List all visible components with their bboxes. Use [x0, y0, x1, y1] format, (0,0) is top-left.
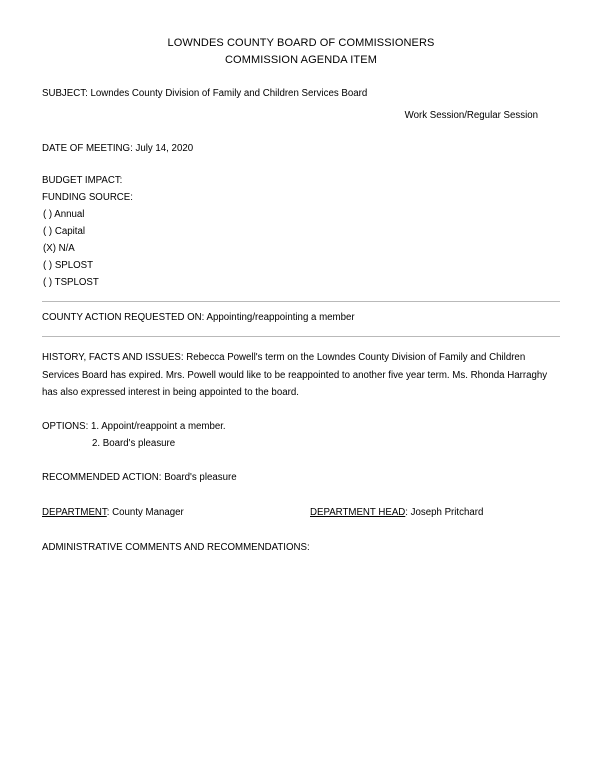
department-head-field	[310, 504, 560, 521]
recommended-action-value: Board's pleasure	[161, 471, 237, 483]
meeting-date-label: DATE OF MEETING:	[42, 143, 133, 154]
subject-value: Lowndes County Division of Family and Children Services Board	[87, 88, 368, 99]
department-row	[42, 504, 560, 521]
admin-comments-label: ADMINISTRATIVE COMMENTS AND RECOMMENDATIONS:	[42, 541, 310, 553]
recommended-action-label: RECOMMENDED ACTION:	[42, 471, 162, 483]
budget-section	[42, 173, 560, 291]
history-label: HISTORY, FACTS AND ISSUES:	[42, 352, 184, 363]
options-row	[42, 418, 560, 436]
county-action-row	[42, 309, 560, 326]
funding-option-annual[interactable]: ( ) Annual	[43, 209, 85, 220]
options-item-2: 2. Board's pleasure	[92, 438, 176, 449]
document-header	[42, 35, 560, 69]
subject-section	[42, 85, 560, 124]
department-label: DEPARTMENT	[42, 506, 107, 518]
department-head-value: : Joseph Pritchard	[405, 506, 484, 518]
funding-source-label: FUNDING SOURCE:	[42, 191, 133, 203]
county-action-value: Appointing/reappointing a member	[204, 312, 355, 323]
header-line-1: LOWNDES COUNTY BOARD OF COMMISSIONERS	[167, 37, 435, 49]
recommended-action-row	[42, 469, 560, 486]
history-value: Rebecca Powell's term on the Lowndes County Division of Family and Children Services Board has expired. Mrs. Powell would like to be reappointed to another five year term. Ms. Rhonda Harraghy has also expressed interest in being appointed to the board.	[42, 352, 548, 398]
meeting-date-row	[42, 140, 560, 157]
options-item-1: 1. Appoint/reappoint a member.	[88, 420, 226, 432]
funding-option-splost[interactable]: ( ) SPLOST	[43, 260, 94, 271]
meeting-date-section	[42, 140, 560, 157]
department-field	[42, 504, 310, 521]
subject-label: SUBJECT:	[42, 88, 88, 99]
session-type: Work Session/Regular Session	[404, 110, 538, 121]
options-label: OPTIONS:	[42, 420, 89, 432]
funding-option-na[interactable]: (X) N/A	[43, 243, 75, 254]
divider-below-county-action	[42, 336, 560, 337]
department-head-label: DEPARTMENT HEAD	[310, 506, 406, 518]
divider-above-county-action	[42, 301, 560, 302]
recommended-action-section	[42, 469, 560, 486]
funding-option-tsplost[interactable]: ( ) TSPLOST	[43, 277, 99, 288]
funding-option-capital[interactable]: ( ) Capital	[43, 226, 85, 237]
history-paragraph	[42, 349, 558, 402]
options-section	[42, 418, 560, 453]
subject-row	[42, 85, 560, 102]
department-value: : County Manager	[106, 506, 184, 518]
county-action-label: COUNTY ACTION REQUESTED ON:	[42, 312, 205, 323]
header-line-2: COMMISSION AGENDA ITEM	[225, 54, 377, 66]
meeting-date-value: July 14, 2020	[132, 143, 194, 154]
budget-impact-label: BUDGET IMPACT:	[42, 175, 123, 186]
